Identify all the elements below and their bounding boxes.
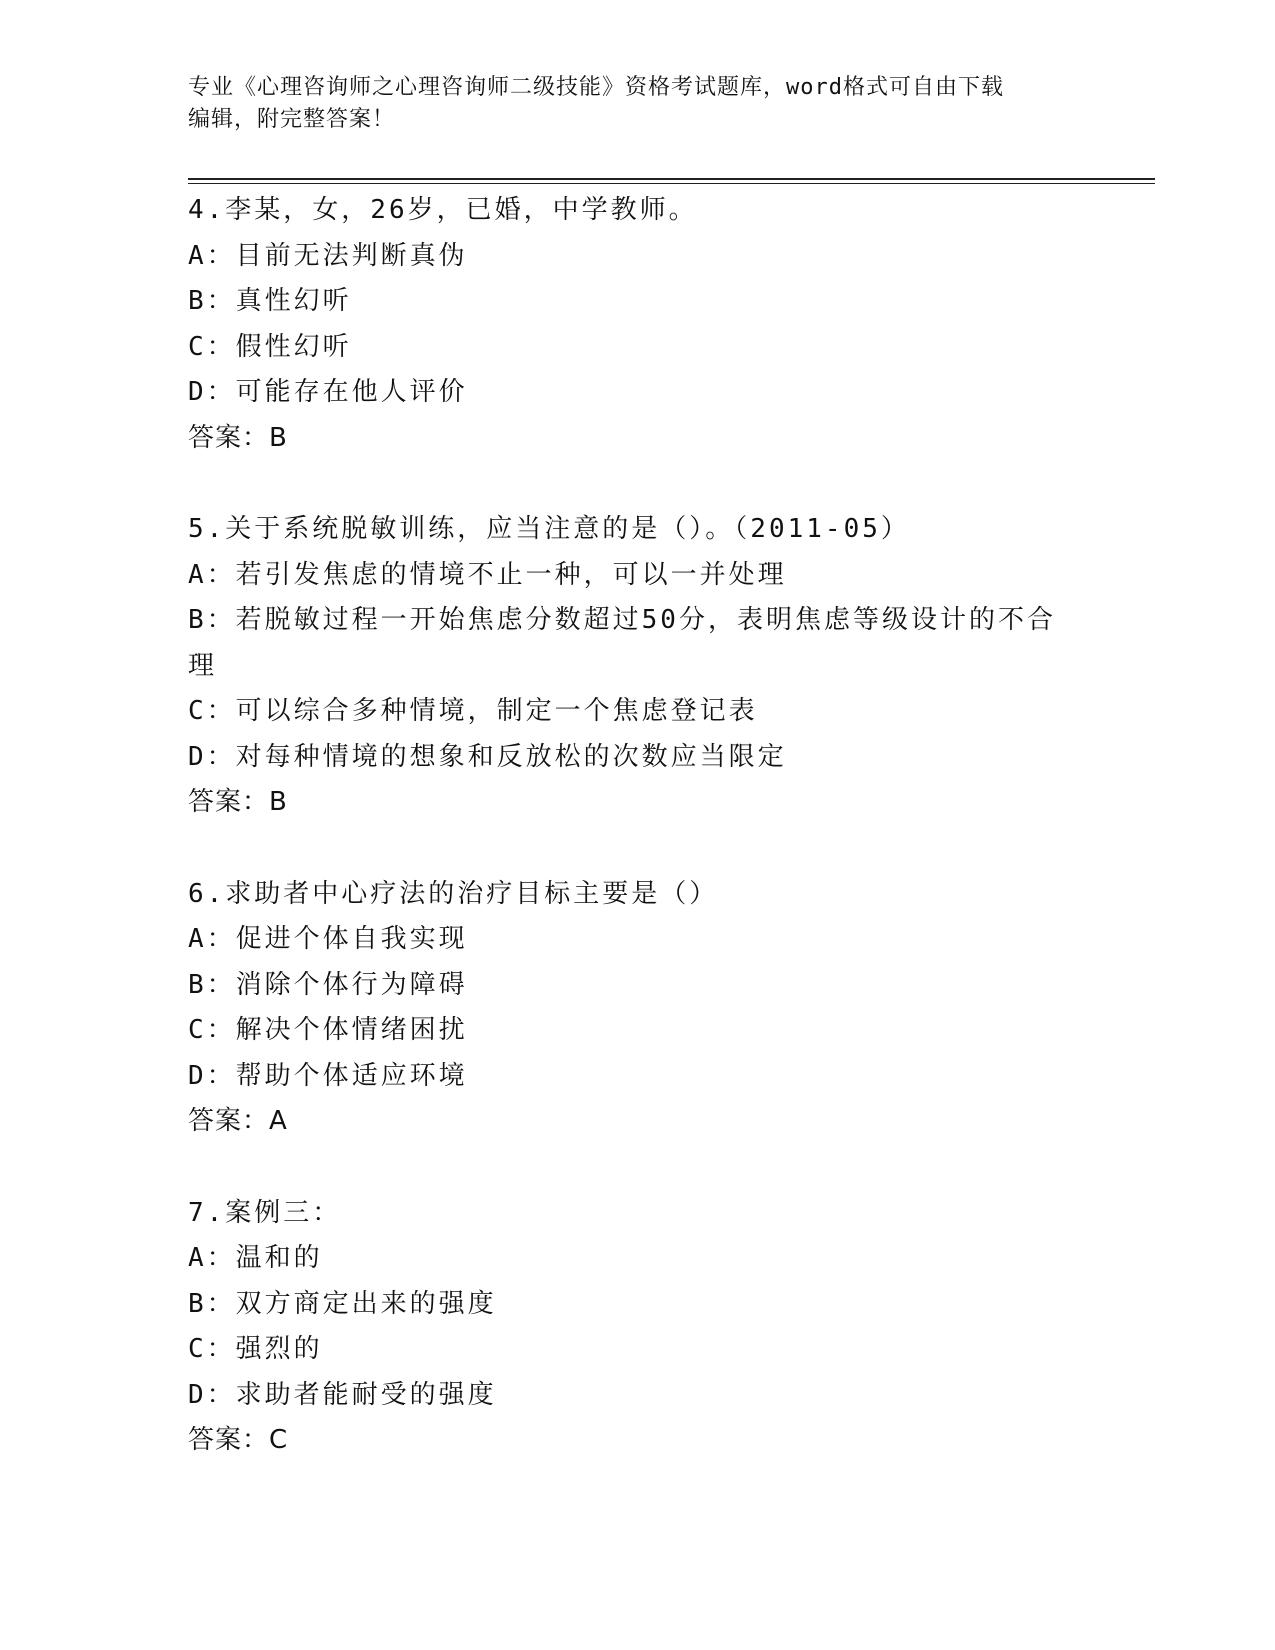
- answer-line: 答案：C: [188, 1425, 289, 1455]
- question-list: [188, 188, 1068, 1510]
- header-divider-thin: [188, 183, 1155, 184]
- option-c: C：可以综合多种情境，制定一个焦虑登记表: [188, 696, 758, 726]
- header-line-1: 专业《心理咨询师之心理咨询师二级技能》资格考试题库，word格式可自由下载: [188, 75, 1004, 100]
- answer-line: 答案：B: [188, 422, 288, 453]
- header-line-2: 编辑，附完整答案！: [188, 107, 396, 132]
- question-block: [188, 872, 1068, 1145]
- option-a: A：若引发焦虑的情境不止一种，可以一并处理: [188, 559, 787, 590]
- option-b: B：真性幻听: [188, 286, 352, 316]
- option-d: D：对每种情境的想象和反放松的次数应当限定: [188, 741, 787, 772]
- option-b: B：若脱敏过程一开始焦虑分数超过50分，表明焦虑等级设计的不合理: [188, 605, 1056, 681]
- option-a: A：目前无法判断真伪: [188, 240, 468, 271]
- option-a: A：促进个体自我实现: [188, 924, 468, 954]
- option-c: C：解决个体情绪困扰: [188, 1015, 468, 1045]
- question-block: [188, 1191, 1068, 1464]
- document-header: [188, 72, 1068, 136]
- option-b: B：双方商定出来的强度: [188, 1288, 497, 1319]
- option-d: D：帮助个体适应环境: [188, 1060, 468, 1091]
- answer-line: 答案：B: [188, 787, 288, 817]
- answer-line: 答案：A: [188, 1106, 288, 1136]
- header-divider-thick: [188, 178, 1155, 180]
- option-d: D：可能存在他人评价: [188, 377, 468, 407]
- option-d: D：求助者能耐受的强度: [188, 1379, 497, 1410]
- question-title: 7.案例三：: [188, 1197, 342, 1228]
- question-block: [188, 507, 1068, 826]
- option-a: A：温和的: [188, 1243, 323, 1273]
- option-c: C：强烈的: [188, 1334, 323, 1364]
- question-title: 4.李某，女，26岁，已婚，中学教师。: [188, 195, 698, 225]
- question-title: 6.求助者中心疗法的治疗目标主要是（）: [188, 878, 719, 909]
- option-b: B：消除个体行为障碍: [188, 969, 468, 1000]
- question-title: 5.关于系统脱敏训练，应当注意的是（）。（2011-05）: [188, 514, 910, 544]
- question-block: [188, 188, 1068, 461]
- option-c: C：假性幻听: [188, 331, 352, 362]
